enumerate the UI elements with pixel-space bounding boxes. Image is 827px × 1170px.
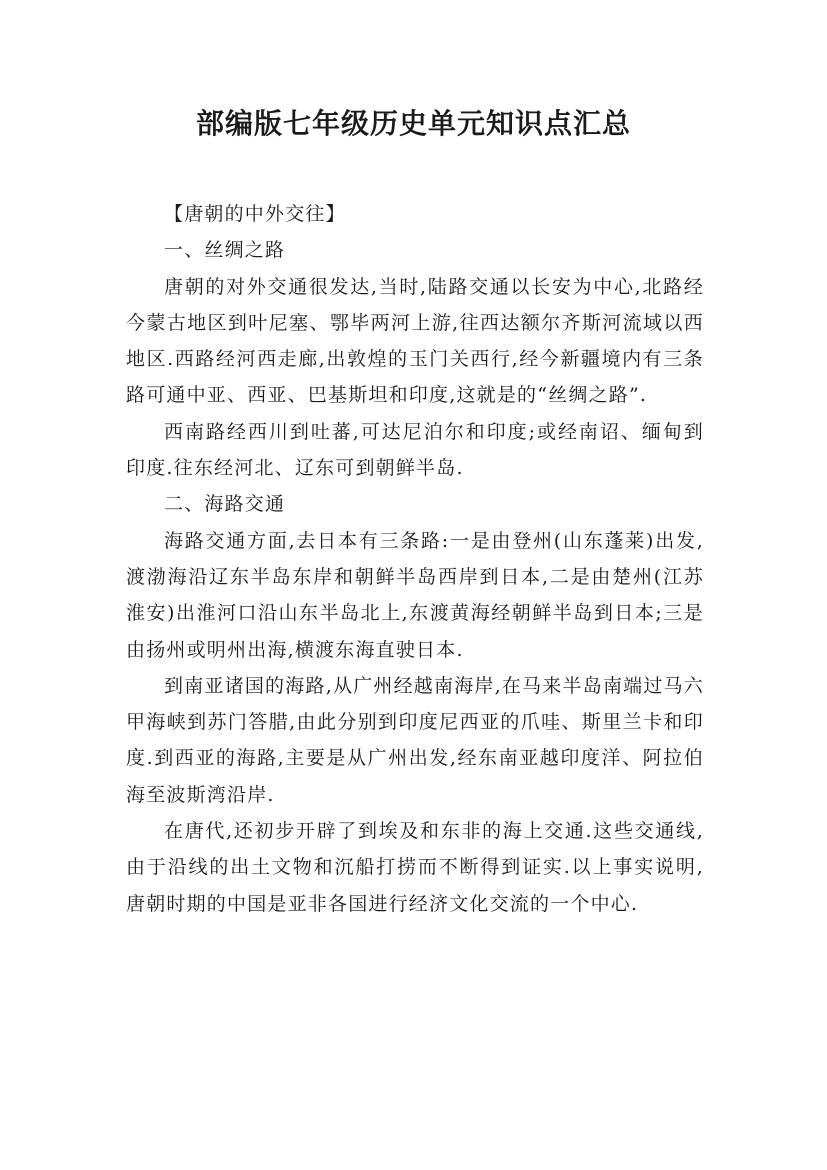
subheading-sea-routes: 二、海路交通 [164,493,286,516]
paragraph-southwest-routes: 西南路经西川到吐蕃,可达尼泊尔和印度;或经南诏、缅甸到印度.往东经河北、辽东可到朝鲜半岛. [126,420,704,480]
paragraph-japan-routes: 海路交通方面,去日本有三条路:一是由登州(山东蓬莱)出发,渡渤海沿辽东半岛东岸和朝鲜半岛西岸到日本,二是由楚州(江苏淮安)出淮河口沿山东半岛北上,东渡黄海经朝鲜半岛到日本;三是由扬州或明州出海,横渡东海直驶日本. [126,529,704,661]
paragraph-land-routes: 唐朝的对外交通很发达,当时,陆路交通以长安为中心,北路经今蒙古地区到叶尼塞、鄂毕两河上游,往西达额尔齐斯河流域以西地区.西路经河西走廊,出敦煌的玉门关西行,经今新疆境内有三条路可通中亚、西亚、巴基斯坦和印度,这就是的“丝绸之路”. [126,275,704,407]
paragraph-south-west-asia-routes: 到南亚诸国的海路,从广州经越南海岸,在马来半岛南端过马六甲海峡到苏门答腊,由此分别到印度尼西亚的爪哇、斯里兰卡和印度.到西亚的海路,主要是从广州出发,经东南亚越印度洋、阿拉伯海至波斯湾沿岸. [126,674,704,806]
subheading-silk-road: 一、丝绸之路 [164,239,286,262]
document-body [126,196,704,922]
paragraph-africa-conclusion: 在唐代,还初步开辟了到埃及和东非的海上交通.这些交通线,由于沿线的出土文物和沉船打捞而不断得到证实.以上事实说明,唐朝时期的中国是亚非各国进行经济文化交流的一个中心. [126,820,704,915]
section-heading-tang-foreign-relations: 【唐朝的中外交往】 [164,203,346,225]
document-title: 部编版七年级历史单元知识点汇总 [195,107,631,140]
